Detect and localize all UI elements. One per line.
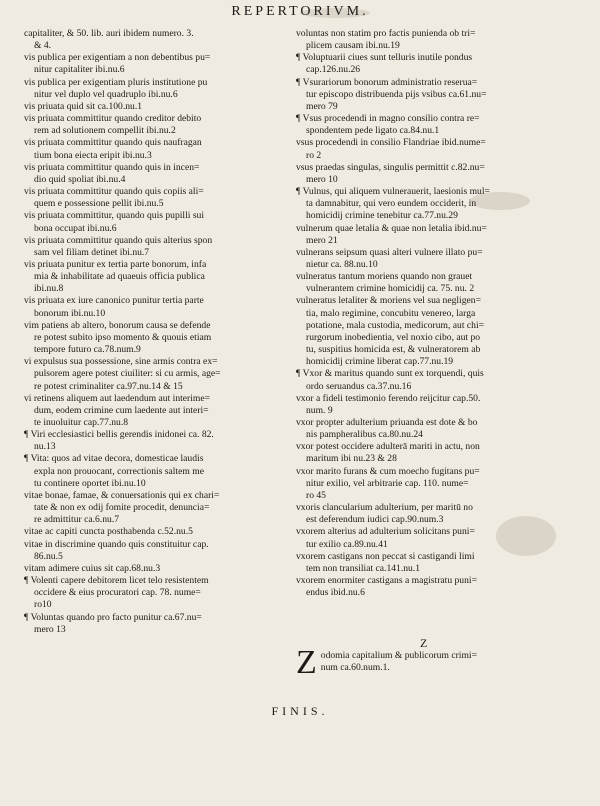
entry-continuation-line: ro 45 (306, 489, 326, 501)
entry-first-line: vis priuata committitur quando quis alterius spon (24, 234, 213, 246)
entry-continuation-line: bonorum ibi.nu.10 (34, 307, 106, 319)
left-column (24, 28, 286, 636)
index-entry (24, 77, 286, 101)
entry-first-line: vis priuata punitur ex tertia parte bonorum, infa (24, 258, 207, 270)
entry-continuation-line: te inuoluitur cap.77.nu.8 (34, 417, 129, 428)
index-entry (296, 295, 558, 368)
entry-first-line: ¶ Vulnus, qui aliquem vulnerauerit, laesionis mul= (296, 186, 490, 198)
entry-first-line: vxor a fideli testimonio ferendo reijcitur cap.50. (296, 392, 481, 404)
index-entry (24, 28, 286, 52)
entry-first-line: vi expulsus sua possessione, sine armis contra ex= (24, 356, 218, 368)
entry-continuation-line: sam vel filiam detinet ibi.nu.7 (34, 246, 150, 258)
entry-first-line: vulneratus tantum moriens quando non grauet (296, 271, 473, 283)
index-entry (296, 417, 558, 441)
index-entry (296, 575, 558, 599)
entry-continuation-line: nu.13 (34, 441, 56, 453)
entry-first-line: vitam adimere cuius sit cap.68.nu.3 (24, 562, 161, 574)
index-entry (24, 235, 286, 259)
entry-first-line: voluntas non statim pro factis punienda ob tri= (296, 28, 476, 39)
entry-continuation-line: dum, eodem crimine cum laedente aut interi= (34, 404, 209, 416)
index-entry (24, 210, 286, 234)
entry-continuation-line: re potest subito ipso momento & quouis etiam (34, 331, 212, 343)
entry-first-line: ¶ Vsus procedendi in magno consilio contra re= (296, 113, 480, 125)
entry-first-line: vxor potest occidere adulterā mariti in actu, non (296, 441, 480, 453)
index-entry (24, 101, 286, 113)
entry-continuation-line: dio quid spoliat ibi.nu.4 (34, 173, 126, 185)
index-entry (296, 186, 558, 222)
entry-first-line: vi retinens aliquem aut laedendum aut interime= (24, 392, 211, 404)
index-entry (24, 356, 286, 392)
entry-continuation-line: tur exilio ca.89.nu.41 (306, 538, 388, 550)
entry-first-line: vis priuata quid sit ca.100.nu.1 (24, 100, 143, 112)
entry-first-line: vis priuata committitur quando creditor debito (24, 113, 202, 125)
entry-continuation-line: homicidij crimine liberat cap.77.nu.19 (306, 356, 454, 368)
entry-first-line: vsus praedas singulas, singulis permittit c.82.nu= (296, 161, 485, 173)
drop-cap-initial: Z (296, 644, 317, 681)
index-entry (24, 259, 286, 295)
entry-continuation-line: cap.126.nu.26 (306, 64, 361, 76)
entry-first-line: vis priuata committitur quando quis naufragan (24, 137, 202, 149)
index-entry (24, 137, 286, 161)
entry-first-line: ¶ Voluptuarii ciues sunt telluris inutile pondus (296, 52, 473, 64)
entry-continuation-line: ta damnabitur, qui vero eundem occiderit, in (306, 198, 477, 210)
entry-continuation-line: re admittitur ca.6.nu.7 (34, 514, 119, 526)
index-entry (24, 52, 286, 76)
entry-first-line: vulnerans seipsum quasi alteri vulnere illato pu= (296, 246, 483, 258)
entry-first-line: vis priuata ex iure canonico punitur tertia parte (24, 295, 204, 307)
index-entry (24, 453, 286, 489)
index-entry (24, 575, 286, 611)
entry-continuation-line: tia, malo regimine, concubitu venereo, larga (306, 307, 476, 319)
entry-continuation-line: rem ad solutionem compellit ibi.nu.2 (34, 125, 176, 137)
running-header: REPERTORIVM. (231, 4, 369, 19)
index-entry (296, 162, 558, 186)
entry-first-line: vitae ac capiti cuncta posthabenda c.52.nu.5 (24, 526, 193, 538)
index-entry (296, 466, 558, 502)
index-entry (24, 113, 286, 137)
index-entry (24, 320, 286, 356)
entry-first-line: vxorem castigans non peccat si castigandi limi (296, 550, 475, 562)
index-entry (296, 28, 558, 52)
index-entry (24, 295, 286, 319)
entry-first-line: ¶ Vita: quos ad vitae decora, domesticae laudis (24, 453, 204, 465)
entry-continuation-line: ro10 (34, 599, 52, 611)
entry-continuation-line: mia & inhabilitate ad quaeuis officia publica (34, 271, 205, 283)
index-entry (296, 502, 558, 526)
entry-first-line: vis priuata committitur quando quis copiis ali= (24, 186, 204, 198)
index-entry (296, 441, 558, 465)
entry-first-line: vis priuata committitur quando quis in incen= (24, 161, 200, 173)
entry-continuation-line: ro 2 (306, 149, 322, 161)
entry-first-line: vulnerum quae letalia & quae non letalia ibid.nu= (296, 222, 487, 234)
entry-continuation-line: pulsorem agere potest ciuiliter: si cu armis, age= (34, 368, 221, 380)
entry-first-line: vitae in discrimine quando quis constituitur cap. (24, 538, 209, 550)
entry-continuation-line: tur episcopo distribuenda pijs vsibus ca.61.nu= (306, 88, 487, 100)
z-entry (296, 644, 558, 681)
entry-continuation-line: nis pampheralibus ca.80.nu.24 (306, 429, 423, 441)
index-entry (24, 393, 286, 429)
entry-continuation-line: mero 21 (306, 234, 338, 246)
entry-continuation-line: mero 79 (306, 100, 338, 112)
entry-continuation-line: ordo seruandus ca.37.nu.16 (306, 380, 412, 392)
index-entry (24, 162, 286, 186)
entry-continuation-line: rurgorum inobedientia, vel noxio cibo, aut po (306, 331, 481, 343)
entry-continuation-line: nitur exilio, vel arbitrarie cap. 110. nume= (306, 477, 469, 489)
entry-continuation-line: bona occupat ibi.nu.6 (34, 222, 117, 234)
z-entry-line: num ca.60.num.1. (320, 662, 390, 674)
entry-continuation-line: nietur ca. 88.nu.10 (306, 258, 378, 270)
entry-first-line: capitaliter, & 50. lib. auri ibidem numero. 3. (24, 28, 194, 39)
entry-first-line: vxor marito furans & cum moecho fugitans pu= (296, 465, 480, 477)
entry-continuation-line: tempore futuro ca.78.num.9 (34, 344, 141, 356)
index-entry (296, 52, 558, 76)
finis-footer: FINIS. (271, 704, 329, 718)
entry-first-line: vis publica per exigentiam pluris institutione pu (24, 76, 208, 88)
index-entry (24, 186, 286, 210)
entry-continuation-line: mero 10 (306, 173, 338, 185)
entry-first-line: vxor propter adulterium priuanda est dote & bo (296, 417, 478, 428)
index-entry (24, 490, 286, 526)
entry-first-line: vulneratus letaliter & moriens vel sua negligen= (296, 295, 481, 307)
entry-continuation-line: endus ibid.nu.6 (306, 587, 365, 599)
index-entry (24, 612, 286, 636)
entry-first-line: ¶ Voluntas quando pro facto punitur ca.67.nu= (24, 611, 202, 623)
entry-continuation-line: tium bona eiecta eripit ibi.nu.3 (34, 149, 152, 161)
entry-first-line: ¶ Vsurariorum bonorum administratio reserua= (296, 76, 478, 88)
entry-first-line: vsus procedendi in consilio Flandriae ibid.nume= (296, 137, 486, 149)
entry-continuation-line: maritum ibi nu.23 & 28 (306, 453, 397, 465)
entry-continuation-line: tate & non ex odij fomite procedit, denuncia= (34, 502, 210, 514)
entry-continuation-line: nitur capitaliter ibi.nu.6 (34, 64, 125, 76)
index-entry (296, 551, 558, 575)
entry-first-line: ¶ Vxor & maritus quando sunt ex torquendi, quis (296, 368, 484, 380)
entry-continuation-line: nitur vel duplo vel quadruplo ibi.nu.6 (34, 88, 178, 100)
right-column (296, 28, 558, 599)
entry-continuation-line: quem e possessione pellit ibi.nu.5 (34, 198, 164, 210)
entry-first-line: vitae bonae, famae, & conuersationis qui ex chari= (24, 489, 220, 501)
section-letter: Z (420, 636, 428, 650)
index-entry (296, 368, 558, 392)
index-entry (296, 223, 558, 247)
entry-continuation-line: plicem causam ibi.nu.19 (306, 40, 400, 52)
index-entry (24, 539, 286, 563)
entry-continuation-line: homicidij crimine tenebitur ca.77.nu.29 (306, 210, 458, 222)
entry-continuation-line: & 4. (34, 40, 52, 52)
entry-continuation-line: num. 9 (306, 404, 333, 416)
entry-continuation-line: tu continere oportet ibi.nu.10 (34, 477, 146, 489)
index-entry (296, 393, 558, 417)
z-entry-line: odomia capitalium & publicorum crimi= (320, 650, 477, 661)
entry-continuation-line: tem non transiliat ca.141.nu.1 (306, 562, 421, 574)
index-entry (296, 271, 558, 295)
entry-first-line: vis publica per exigentiam a non debentibus pu= (24, 52, 211, 64)
entry-continuation-line: 86.nu.5 (34, 550, 63, 562)
entry-first-line: ¶ Volenti capere debitorem licet telo resistentem (24, 575, 209, 587)
entry-continuation-line: spondentem pede ligato ca.84.nu.1 (306, 125, 440, 137)
entry-continuation-line: vulnerantem crimine homicidij ca. 75. nu. 2 (306, 283, 475, 295)
index-entry (296, 247, 558, 271)
index-entry (24, 429, 286, 453)
index-entry (296, 77, 558, 113)
entry-first-line: vxorem enormiter castigans a magistratu puni= (296, 575, 477, 587)
entry-first-line: vxoris clancularium adulterium, per maritū no (296, 502, 473, 514)
entry-continuation-line: occidere & eius procuratori cap. 78. nume= (34, 587, 201, 599)
index-entry (296, 113, 558, 137)
entry-continuation-line: tu, suspitius homicida est, & vulneratorem ab (306, 344, 481, 356)
entry-first-line: vim patiens ab altero, bonorum causa se defende (24, 319, 211, 331)
entry-continuation-line: est deferendum iudici cap.90.num.3 (306, 514, 444, 526)
index-entry (24, 526, 286, 538)
index-entry (24, 563, 286, 575)
entry-first-line: ¶ Viri ecclesiastici bellis gerendis inidonei ca. 82. (24, 429, 214, 441)
index-entry (296, 137, 558, 161)
entry-continuation-line: expla non prouocant, correctionis saltem me (34, 465, 204, 477)
entry-continuation-line: ibi.nu.8 (34, 283, 64, 295)
entry-first-line: vxorem alterius ad adulterium solicitans puni= (296, 526, 475, 538)
index-entry (296, 526, 558, 550)
entry-continuation-line: mero 13 (34, 623, 66, 635)
entry-first-line: vis priuata committitur, quando quis pupilli sui (24, 210, 205, 222)
entry-continuation-line: potatione, mala custodia, medicorum, aut chi= (306, 319, 485, 331)
entry-continuation-line: re potest criminaliter ca.97.nu.14 & 15 (34, 380, 183, 392)
